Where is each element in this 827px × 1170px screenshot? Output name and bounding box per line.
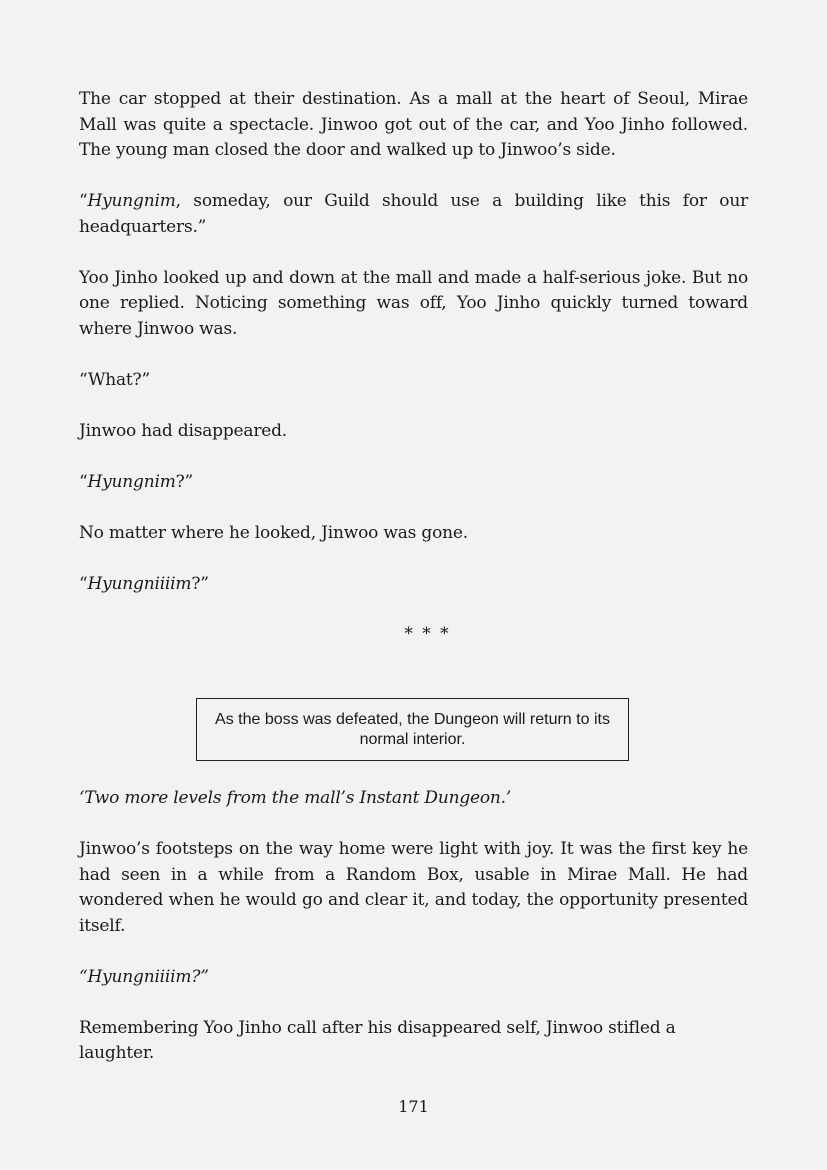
paragraph-hyungnim-question xyxy=(79,470,748,496)
paragraph-laughter: Remembering Yoo Jinho call after his disappeared self, Jinwoo stifled a laughter. xyxy=(79,1017,676,1063)
quote-open: “ xyxy=(79,191,88,211)
page-number: 171 xyxy=(398,1097,429,1116)
honorific: Hyungniiiim xyxy=(87,573,192,594)
paragraph-hyungnim-joke xyxy=(79,189,748,240)
second-text-block xyxy=(79,786,748,1067)
paragraph-hyungniiiim-memory: “Hyungniiiim?” xyxy=(79,966,209,987)
paragraph-two-more-levels: ‘Two more levels from the mall’s Instant Dungeon.’ xyxy=(79,788,512,808)
system-message-text: As the boss was defeated, the Dungeon will return to its normal interior. xyxy=(215,710,610,748)
paragraph-what: “What?” xyxy=(79,369,150,390)
quote-open: “ xyxy=(79,471,88,492)
main-text-block xyxy=(79,87,748,644)
paragraph-no-reply: Yoo Jinho looked up and down at the mall and made a half-serious joke. But no one replied. Noticing something was off, Yoo Jinho quickly turned toward where Jinwoo was. xyxy=(79,267,748,339)
quote-rest: ?” xyxy=(191,573,209,594)
paragraph-hyungniiiim xyxy=(79,572,748,598)
honorific: Hyungnim xyxy=(87,471,176,492)
quote-rest: ?” xyxy=(175,471,194,492)
scene-separator: * * * xyxy=(404,624,451,644)
honorific: Hyungnim xyxy=(87,191,176,211)
paragraph-disappeared: Jinwoo had disappeared. xyxy=(79,420,288,441)
paragraph-footsteps: Jinwoo’s footsteps on the way home were light with joy. It was the first key he had seen in a while from a Random Box, usable in Mirae Mall. He had wondered when he would go and clear it, and today, the opportunity presented itself. xyxy=(79,839,748,936)
quote-open: “ xyxy=(79,573,88,594)
quote-rest: , someday, our Guild should use a building like this for our headquarters.” xyxy=(79,191,748,237)
paragraph-arrival: The car stopped at their destination. As a mall at the heart of Seoul, Mirae Mall was quite a spectacle. Jinwoo got out of the car, and Yoo Jinho followed. The young man closed the door and walked up to Jinwoo’s side. xyxy=(79,89,748,160)
system-message-box xyxy=(196,698,629,761)
paragraph-gone: No matter where he looked, Jinwoo was gone. xyxy=(79,522,468,543)
